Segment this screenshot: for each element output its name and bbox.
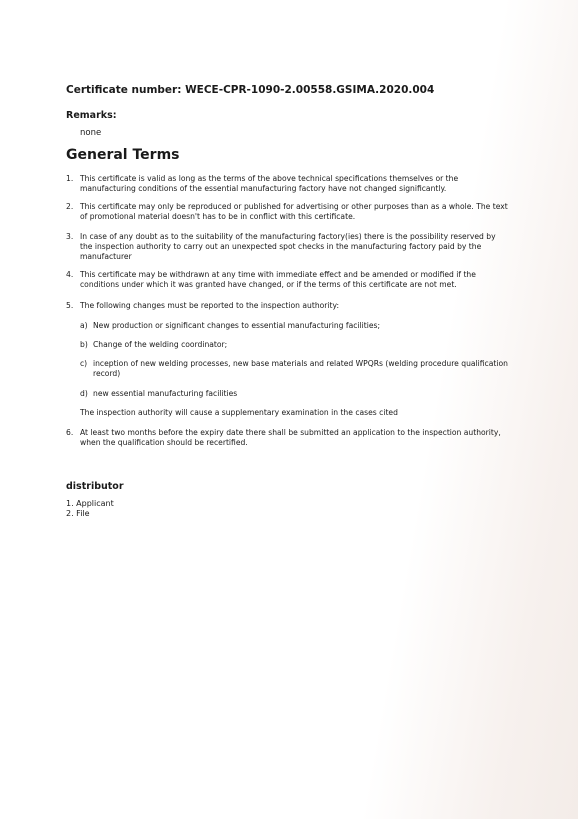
term-number: 6. <box>66 428 74 437</box>
sub-item-letter: a) <box>80 321 88 330</box>
remarks-label: Remarks: <box>66 110 117 121</box>
term-text: This certificate is valid as long as the terms of the above technical specifications themselves or the manufacturing conditions of the essential manufacturing factory have not changed significantly. <box>80 174 459 193</box>
sub-item-letter: b) <box>80 340 88 349</box>
term-number: 2. <box>66 202 74 211</box>
term-text: In case of any doubt as to the suitability of the manufacturing factory(ies) there is the possibility reserved by the inspection authority to carry out an unexpected spot checks in the manufacturing factory paid by the manufacturer <box>80 232 496 261</box>
distributor-label: distributor <box>66 481 124 492</box>
certificate-number: Certificate number: WECE-CPR-1090-2.00558.GSIMA.2020.004 <box>66 84 435 96</box>
inspection-note: The inspection authority will cause a supplementary examination in the cases cited <box>80 408 398 417</box>
term-text: This certificate may only be reproduced or published for advertising or other purposes than as a whole. The text of promotional material doesn't has to be in conflict with this certificate. <box>80 202 508 221</box>
term-number: 1. <box>66 174 74 183</box>
term-number: 3. <box>66 232 74 241</box>
term-text: This certificate may be withdrawn at any time with immediate effect and be amended or modified if the conditions under which it was granted have changed, or if the terms of this certificate are not met. <box>80 270 476 289</box>
sub-item-letter: c) <box>80 359 88 368</box>
term-number: 5. <box>66 301 74 310</box>
sub-item-text: new essential manufacturing facilities <box>93 389 238 398</box>
sub-item-text: Change of the welding coordinator; <box>93 340 228 349</box>
remarks-value: none <box>80 128 102 138</box>
term-text: At least two months before the expiry date there shall be submitted an application to the inspection authority, when the qualification should be recertified. <box>80 428 501 447</box>
sub-item-letter: d) <box>80 389 88 398</box>
sub-item-text: inception of new welding processes, new base materials and related WPQRs (welding procedure qualification record) <box>93 359 508 378</box>
distributor-item-file: 2. File <box>66 509 90 518</box>
term-text: The following changes must be reported to the inspection authority: <box>80 301 339 310</box>
general-terms-heading: General Terms <box>66 147 180 163</box>
distributor-item-applicant: 1. Applicant <box>66 499 114 508</box>
sub-item-text: New production or significant changes to essential manufacturing facilities; <box>93 321 381 330</box>
term-number: 4. <box>66 270 74 279</box>
